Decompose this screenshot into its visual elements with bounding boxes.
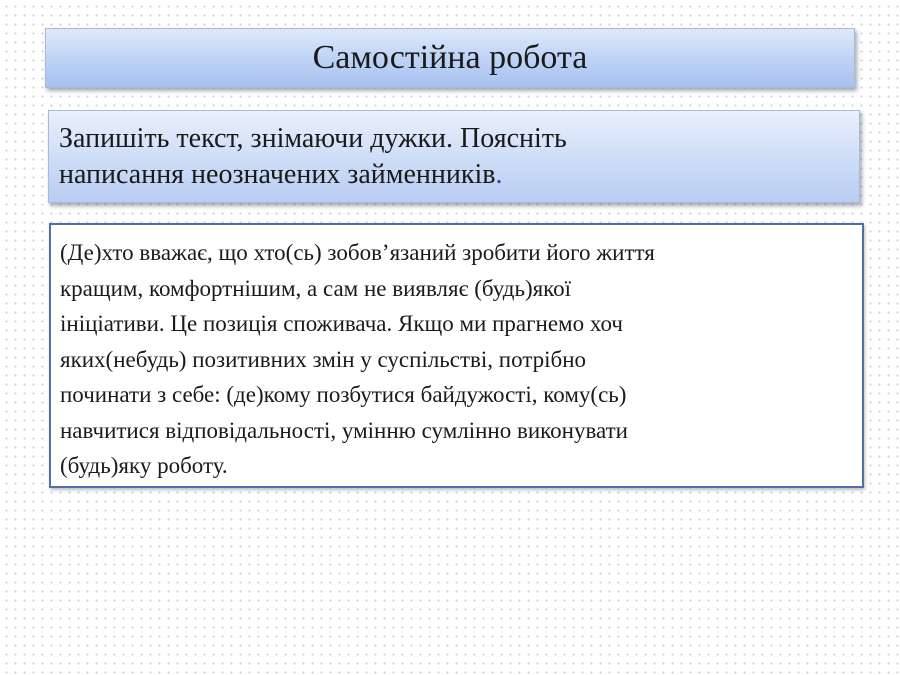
exercise-line-7: (будь)яку роботу. <box>60 453 228 478</box>
exercise-line-2: кращим, комфортнішим, а сам не виявляє (будь)якої <box>60 275 572 301</box>
exercise-text-box <box>49 223 864 488</box>
task-instruction-line-2: написання неозначених займенників <box>59 159 496 190</box>
exercise-line-4: яких(небудь) позитивних змін у суспільстві, потрібно <box>60 346 587 372</box>
slide-title: Самостійна робота <box>312 39 588 76</box>
exercise-line-6: навчитися відповідальності, умінню сумлінно виконувати <box>60 417 628 443</box>
exercise-line-5: починати з себе: (де)кому позбутися байдужості, кому(сь) <box>60 382 627 407</box>
slide-title-box <box>45 28 855 88</box>
task-instruction <box>59 121 847 193</box>
task-instruction-period: . <box>495 159 503 190</box>
exercise-line-1: (Де)хто вважає, що хто(сь) зобов’язаний зробити його життя <box>60 240 655 265</box>
task-instruction-line-1: Запишіть текст, знімаючи дужки. Поясніть <box>59 123 567 154</box>
exercise-line-3: ініціативи. Це позиція споживача. Якщо ми прагнемо хоч <box>60 311 623 336</box>
task-instruction-box <box>48 110 860 203</box>
